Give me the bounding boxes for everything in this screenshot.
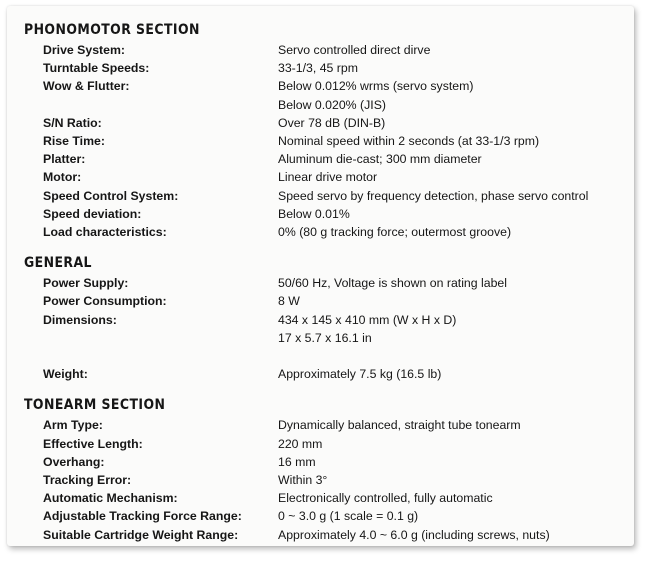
spec-row (24, 132, 624, 150)
spec-value: 8 W (278, 294, 300, 309)
section-title: TONEARM SECTION (24, 397, 166, 414)
spec-label: Tracking Error: (43, 473, 132, 488)
spec-label: Load characteristics: (43, 225, 167, 240)
spec-value: Within 3° (278, 473, 328, 488)
spec-row (24, 489, 624, 507)
spec-row (24, 187, 624, 205)
spec-values (278, 416, 521, 434)
spec-values (278, 292, 300, 310)
spec-label: Dimensions: (43, 312, 117, 327)
spec-label: Suitable Cartridge Weight Range: (43, 527, 239, 542)
spec-values (278, 41, 430, 59)
spec-row (24, 507, 624, 525)
spec-label: Automatic Mechanism: (43, 491, 178, 506)
spec-row (24, 168, 624, 186)
spec-values (278, 507, 418, 525)
spec-values (278, 77, 473, 113)
spec-row (24, 114, 624, 132)
spec-value: 220 mm (278, 436, 323, 451)
spec-value: Over 78 dB (DIN-B) (278, 115, 386, 130)
spec-values (278, 132, 539, 150)
spec-value: Approximately 4.0 ~ 6.0 g (including screws, nuts) (278, 527, 550, 542)
spec-value: 434 x 145 x 410 mm (W x H x D) (278, 312, 457, 327)
spec-value: Approximately 7.5 kg (16.5 lb) (278, 367, 442, 382)
spec-row (24, 292, 624, 310)
spec-values (278, 187, 588, 205)
spec-sheet-page (7, 6, 634, 546)
spec-row (24, 274, 624, 292)
spec-value: 17 x 5.7 x 16.1 in (278, 330, 372, 345)
spec-value: 16 mm (278, 454, 316, 469)
spec-list (24, 274, 624, 383)
spec-values (278, 471, 327, 489)
spec-value: Below 0.020% (JIS) (278, 97, 386, 112)
spec-value: 0 ~ 3.0 g (1 scale = 0.1 g) (278, 509, 419, 524)
spec-value: Servo controlled direct dirve (278, 43, 431, 57)
spec-label: Overhang: (43, 454, 105, 469)
spec-values (278, 223, 511, 241)
spec-value: 33-1/3, 45 rpm (278, 61, 358, 76)
section-title: GENERAL (24, 255, 92, 272)
spec-value: 50/60 Hz, Voltage is shown on rating label (278, 276, 508, 291)
spec-row (24, 311, 624, 347)
spec-value (278, 347, 281, 365)
spec-row (24, 150, 624, 168)
spec-row (24, 435, 624, 453)
spec-list (24, 41, 624, 241)
spec-label: S/N Ratio: (43, 115, 102, 130)
spec-values (278, 274, 507, 292)
spec-row (24, 59, 624, 77)
spec-label: Power Supply: (43, 276, 129, 291)
spec-value: Dynamically balanced, straight tube tonearm (278, 418, 521, 433)
spec-row (24, 77, 624, 113)
spec-label: Motor: (43, 170, 82, 185)
spec-row (24, 223, 624, 241)
spec-section (24, 395, 624, 543)
spec-label: Adjustable Tracking Force Range: (43, 509, 242, 524)
spec-values (278, 205, 350, 223)
spec-values (278, 347, 281, 365)
section-title: PHONOMOTOR SECTION (24, 22, 200, 38)
spec-row (24, 205, 624, 223)
spec-values (278, 150, 482, 168)
spec-section (24, 253, 624, 383)
spec-values (278, 114, 385, 132)
spec-label: Weight: (43, 367, 88, 382)
spec-value: 0% (80 g tracking force; outermost groove) (278, 225, 512, 240)
spec-label: Drive System: (43, 43, 126, 57)
spec-value: Nominal speed within 2 seconds (at 33-1/3 rpm) (278, 134, 540, 149)
spec-values (278, 365, 441, 383)
spec-values (278, 59, 358, 77)
spec-row (24, 453, 624, 471)
spec-label: Wow & Flutter: (43, 79, 130, 94)
spec-row (24, 365, 624, 383)
spec-list (24, 416, 624, 543)
spec-value: Below 0.01% (278, 206, 350, 221)
spec-label (24, 347, 278, 365)
spec-section (24, 20, 624, 241)
spec-row (24, 347, 624, 365)
spec-value: Speed servo by frequency detection, phase servo control (278, 188, 589, 203)
spec-label: Arm Type: (43, 418, 103, 433)
spec-label: Speed Control System: (43, 188, 179, 203)
spec-label: Platter: (43, 152, 86, 167)
spec-value: Below 0.012% wrms (servo system) (278, 79, 474, 94)
spec-values (278, 168, 377, 186)
spec-value: Electronically controlled, fully automatic (278, 491, 493, 506)
spec-value: Linear drive motor (278, 170, 378, 185)
spec-value: Aluminum die-cast; 300 mm diameter (278, 152, 482, 167)
spec-row (24, 41, 624, 59)
spec-label: Rise Time: (43, 134, 105, 149)
spec-values (278, 526, 550, 544)
spec-values (278, 453, 316, 471)
spec-row (24, 526, 624, 544)
spec-label: Power Consumption: (43, 294, 167, 309)
spec-label: Turntable Speeds: (43, 61, 150, 76)
spec-values (278, 311, 456, 347)
spec-values (278, 435, 322, 453)
spec-label: Effective Length: (43, 436, 143, 451)
spec-label: Speed deviation: (43, 206, 142, 221)
spec-row (24, 471, 624, 489)
spec-row (24, 416, 624, 434)
spec-values (278, 489, 493, 507)
specifications-document (24, 20, 624, 544)
